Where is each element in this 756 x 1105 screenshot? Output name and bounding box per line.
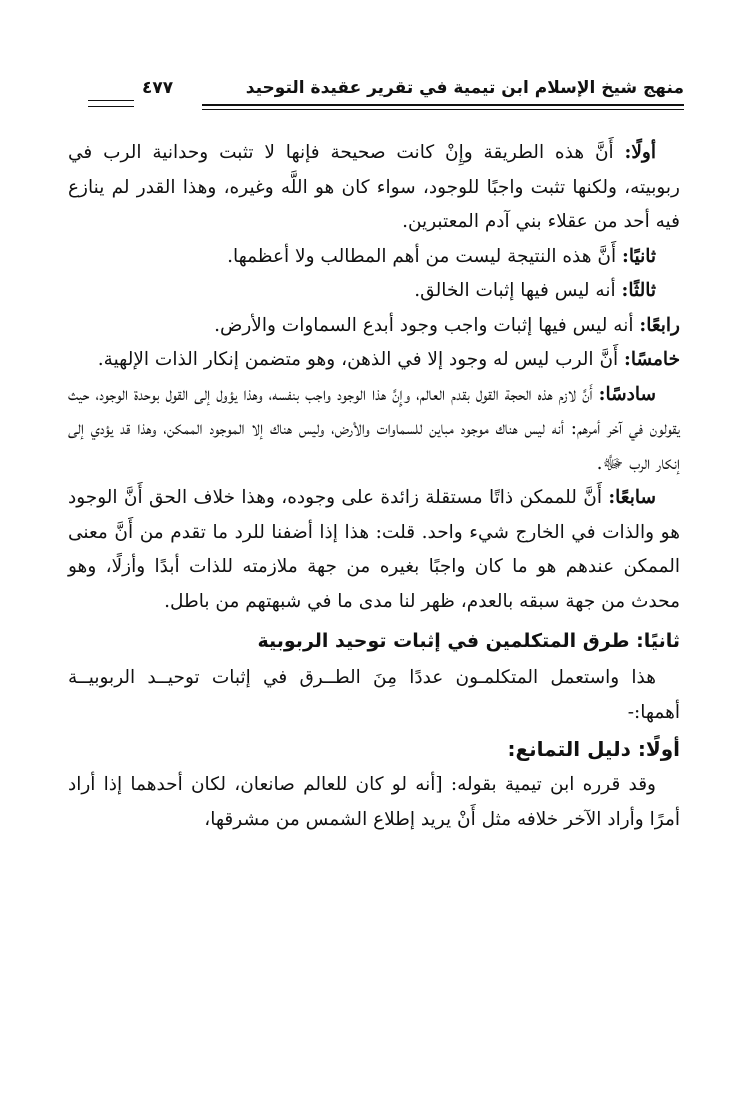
paragraph-2 [68,240,680,275]
point-label: سادسًا: [598,383,656,405]
point-label: سابعًا: [608,487,656,508]
page-number: ٤٧٧ [142,78,174,98]
paragraph-1 [68,136,680,240]
paragraph-7 [68,481,680,619]
point-text: أنه ليس فيها إثبات الخالق. [414,280,622,301]
subheading: أولًا: دليل التمانع: [507,737,680,761]
header-rule [202,104,684,106]
point-text: أَنَّ لازم هذه الحجة القول بقدم العالم، وإِنَّ هذا الوجود واجب بنفسه، وهذا يؤول إلى القول بوحدة الوجود، حيث يقولون في آخر أمرهم: أنه ليس هناك موجود مباين للسماوات والأرض، وليس هناك إلا الموجود الممكن، وهذا قد يؤدي إلى إنكار الرب ﷻ. [68,383,680,474]
header-rule-2 [202,109,684,110]
point-label: ثانيًا: [622,245,656,267]
point-text: أنه ليس فيها إثبات واجب وجود أبدع السماوات والأرض. [214,314,640,336]
header-title: منهج شيخ الإسلام ابن تيمية في تقرير عقيدة التوحيد [245,78,684,98]
point-label: ثالثًا: [621,280,656,301]
body-text [68,136,680,837]
point-text: أَنَّ الرب ليس له وجود إلا في الذهن، وهو متضمن إنكار الذات الإلهية. [97,349,625,370]
paragraph-6 [68,378,680,482]
point-text: أَنَّ للممكن ذاتًا مستقلة زائدة على وجوده، وهذا خلاف الحق أَنَّ الوجود هو والذات في الخارج شيء واحد. قلت: هذا إذا أضفنا للرد ما تقدم من أَنَّ معنى الممكن عندهم هو ما كان واجبًا بغيره من جهة ملازمته للذات أبدًا وأزلًا، وهو محدث من جهة سبقه بالعدم، ظهر لنا مدى ما في شبهتهم من باطل. [68,487,680,612]
header-rule-short [88,100,134,101]
point-label: خامسًا: [624,349,680,370]
point-label: أولًا: [624,142,656,163]
running-header [88,78,684,118]
point-text: أَنَّ هذه الطريقة وإِنْ كانت صحيحة فإنها لا تثبت وحدانية الرب في ربوبيته، ولكنها تثبت واجبًا للوجود، سواء كان هو اللَّه وغيره، وهذا القدر لم ينازع فيه أحد من عقلاء بني آدم المعتبرين. [68,142,680,232]
paragraph-9: وقد قرره ابن تيمية بقوله: [أنه لو كان للعالم صانعان، لكان أحدهما إذا أراد أمرًا وأراد الآخر خلافه مثل أَنْ يريد إطلاع الشمس من مشرقها، [68,774,680,830]
paragraph-3 [68,274,680,309]
section-heading: ثانيًا: طرق المتكلمين في إثبات توحيد الربوبية [257,630,680,652]
point-label: رابعًا: [639,314,680,336]
paragraph-4 [68,309,680,344]
paragraph-8: هذا واستعمل المتكلمـون عددًا مِنَ الطــرق في إثبات توحيــد الربوبيــة أهمها:- [68,667,680,723]
paragraph-5 [68,343,680,378]
header-rule-short-2 [88,106,134,107]
point-text: أَنَّ هذه النتيجة ليست من أهم المطالب ولا أعظمها. [227,245,623,267]
